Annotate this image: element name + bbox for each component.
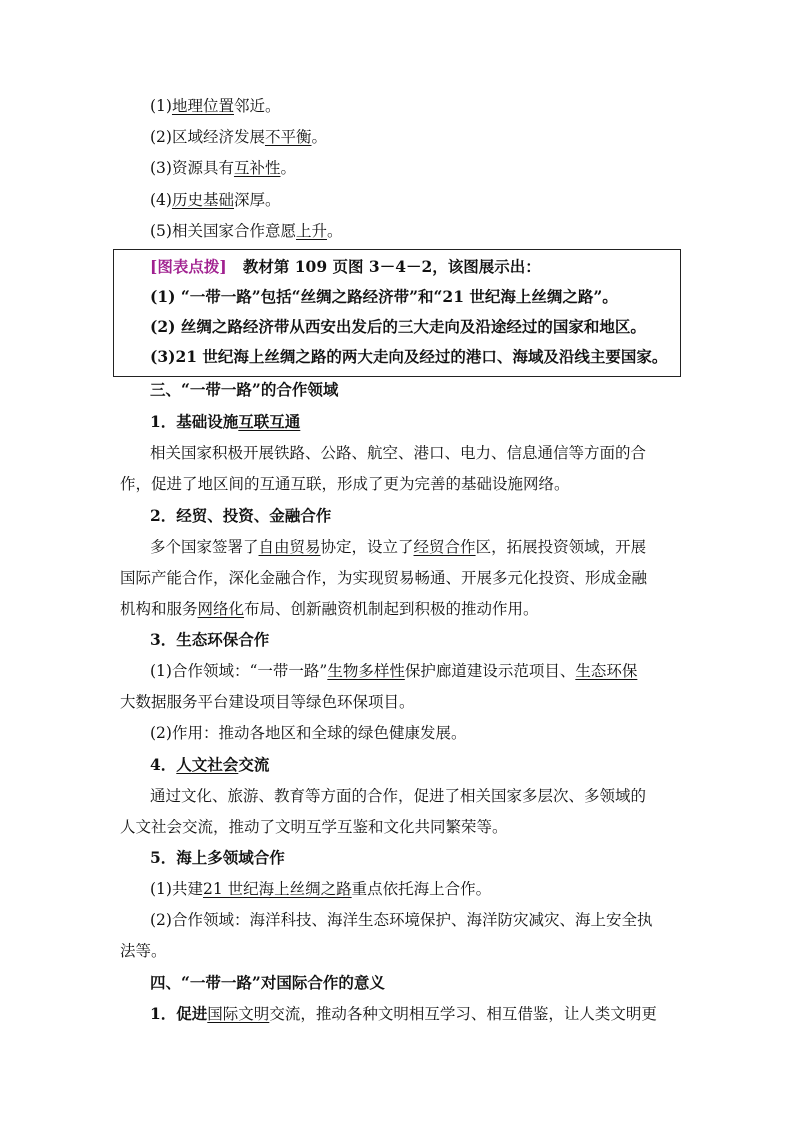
underlined-term: 21 世纪海上丝绸之路	[202, 880, 352, 898]
text-run: (1)共建	[150, 880, 203, 898]
text-run: 多个国家签署了	[150, 538, 259, 556]
item-prefix: (1)	[150, 97, 172, 115]
underlined-term: 不平衡	[264, 128, 312, 146]
text-run: (1)合作领域：“一带一路”	[150, 662, 328, 680]
section-heading: 四、“一带一路”对国际合作的意义	[150, 973, 385, 992]
subsection-heading: 5．海上多领域合作	[150, 848, 285, 867]
paragraph-line: (2)合作领域：海洋科技、海洋生态环境保护、海洋防灾减灾、海上安全执	[150, 911, 653, 929]
item-suffix: 。	[311, 128, 327, 146]
paragraph-line: 通过文化、旅游、教育等方面的合作，促进了相关国家多层次、多领域的	[150, 787, 647, 805]
list-item	[150, 158, 296, 178]
figure-tip-line: (2) 丝绸之路经济带从西安出发后的三大走向及沿途经过的国家和地区。	[150, 317, 646, 336]
heading-text: 1．基础设施	[150, 412, 239, 431]
text-run: 区，拓展投资领域，开展	[475, 538, 647, 556]
item-prefix: (5)相关国家合作意愿	[150, 222, 296, 240]
underlined-term: 生物多样性	[327, 662, 405, 680]
underlined-term: 国际文明	[207, 1005, 270, 1023]
text-run: 1．促进	[150, 1004, 208, 1023]
text-run: 保护廊道建设示范项目、	[404, 662, 576, 680]
paragraph-line: 大数据服务平台建设项目等绿色环保项目。	[120, 693, 415, 711]
underlined-term: 历史基础	[171, 191, 234, 209]
paragraph-line: 人文社会交流，推动了文明互学互鉴和文化共同繁荣等。	[120, 818, 508, 836]
list-item	[150, 190, 281, 210]
underlined-term: 互补性	[233, 159, 281, 177]
paragraph-line: 法等。	[120, 942, 167, 960]
paragraph-line	[150, 661, 637, 681]
item-prefix: (2)区域经济发展	[150, 128, 265, 146]
underlined-term: 自由贸易	[258, 538, 321, 556]
paragraph-line	[150, 1004, 657, 1024]
item-prefix: (4)	[150, 191, 172, 209]
underlined-term: 人文社会	[176, 755, 239, 774]
subsection-heading	[150, 412, 300, 432]
list-item	[150, 96, 281, 116]
list-item	[150, 221, 343, 241]
heading-text: 交流	[238, 755, 270, 774]
text-run: 布局、创新融资机制起到积极的推动作用。	[244, 600, 539, 618]
figure-tip-header	[150, 257, 541, 277]
paragraph-line: (2)作用：推动各地区和全球的绿色健康发展。	[150, 724, 467, 742]
underlined-term: 上升	[295, 222, 327, 240]
text-run: 交流，推动各种文明相互学习、相互借鉴，让人类文明更	[269, 1005, 657, 1023]
item-prefix: (3)资源具有	[150, 159, 234, 177]
item-suffix: 邻近。	[233, 97, 281, 115]
figure-tip-tag: [图表点拨]	[150, 257, 227, 276]
subsection-heading	[150, 755, 269, 775]
subsection-heading: 2．经贸、投资、金融合作	[150, 506, 332, 525]
figure-tip-intro: 教材第 109 页图 3－4－2，该图展示出：	[242, 257, 541, 276]
section-heading: 三、“一带一路”的合作领域	[150, 380, 339, 399]
underlined-term: 互联互通	[238, 412, 301, 431]
item-suffix: 深厚。	[233, 191, 281, 209]
underlined-term: 网络化	[197, 600, 245, 618]
text-run: 协定，设立了	[320, 538, 414, 556]
item-suffix: 。	[280, 159, 296, 177]
figure-tip-line: (3)21 世纪海上丝绸之路的两大走向及经过的港口、海域及沿线主要国家。	[150, 347, 668, 366]
figure-tip-line: (1) “一带一路”包括“丝绸之路经济带”和“21 世纪海上丝绸之路”。	[150, 287, 618, 306]
underlined-term: 经贸合作	[413, 538, 476, 556]
paragraph-line	[150, 879, 491, 899]
paragraph-line: 相关国家积极开展铁路、公路、航空、港口、电力、信息通信等方面的合	[150, 444, 647, 462]
underlined-term: 生态环保	[575, 662, 638, 680]
subsection-heading: 3．生态环保合作	[150, 630, 270, 649]
list-item	[150, 127, 327, 147]
paragraph-line	[150, 537, 646, 557]
paragraph-line	[120, 599, 539, 619]
text-run: 重点依托海上合作。	[351, 880, 492, 898]
item-suffix: 。	[326, 222, 343, 240]
text-run: 机构和服务	[120, 600, 198, 618]
paragraph-line: 作，促进了地区间的互通互联，形成了更为完善的基础设施网络。	[120, 475, 570, 493]
paragraph-line: 国际产能合作，深化金融合作，为实现贸易畅通、开展多元化投资、形成金融	[120, 569, 648, 587]
underlined-term: 地理位置	[171, 97, 234, 115]
heading-text: 4．	[150, 755, 177, 774]
